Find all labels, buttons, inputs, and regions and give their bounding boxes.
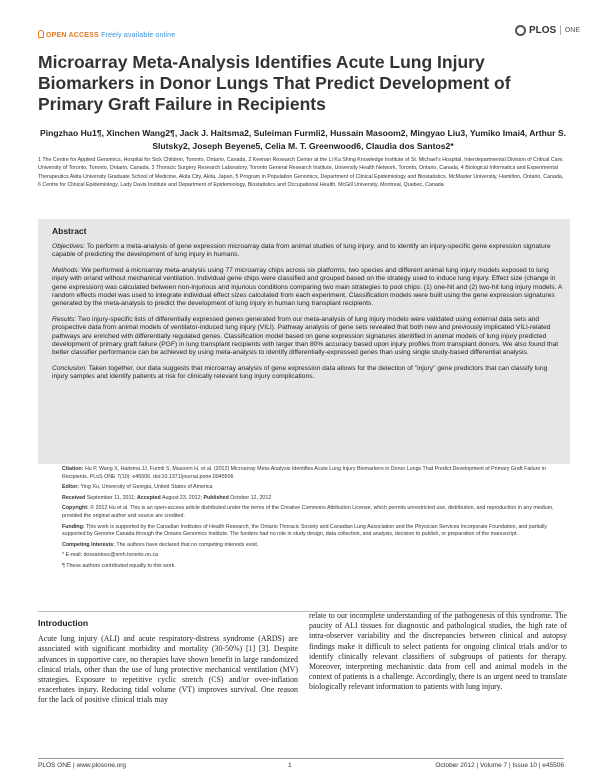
author-list: Pingzhao Hu1¶, Xinchen Wang2¶, Jack J. Haitsma2, Suleiman Furmli2, Hussain Masoom2, Mingyao Liu3, Yumiko Imai4, Arthur S. Slutsky2, Joseph Beyene5, Celia M. T. Greenwood6, Claudia dos Santos2*: [40, 128, 566, 151]
intro-right-column: [309, 611, 567, 693]
equal-contribution-note: ¶ These authors contributed equally to this work.: [62, 562, 176, 569]
article-title: Microarray Meta-Analysis Identifies Acute Lung Injury Biomarkers in Donor Lungs That Predict Development of Primary Graft Failure in Recipients: [38, 52, 511, 114]
abstract-results: Results: Two injury-specific lists of differentially expressed genes generated from our meta-analysis of lung injury models were validated using external data sets and prospective data from animal models of ventilator-induced lung injury (VILI). Pathway analysis of gene sets revealed that both new and previously implicated VILI-related pathways are enriched with differentially regulated genes. Classification model based on gene expression signatures identified in animal models of lung injury predicted development of primary graft failure (PGF) in lung transplant recipients with larger than 80% accuracy based upon injury profiles from transplant donors. We also found that better classifier performance can be achieved by using meta-analysis to identify differentially-expressed genes than using single study-based differential analysis.: [52, 315, 559, 357]
open-lock-icon: [38, 30, 44, 38]
footer-issue: October 2012 | Volume 7 | Issue 10 | e45506: [435, 762, 564, 769]
dates: Received September 11, 2011; Accepted August 23, 2012; Published October 12, 2012: [62, 494, 272, 501]
open-access-badge: OPEN ACCESS Freely available online: [38, 30, 175, 39]
plos-logo-icon: [515, 25, 526, 36]
footer-divider: [38, 758, 564, 759]
abstract-conclusion: Conclusion: Taken together, our data suggests that microarray analysis of gene expression data allows for the detection of "injury" gene predictors that can classify lung injury samples and identify patients at risk for clinically relevant lung injury complications.: [52, 364, 548, 381]
freely-available-label: Freely available online: [101, 32, 176, 39]
abstract-objectives: Objectives: To perform a meta-analysis of gene expression microarray data from animal studies of lung injury, and to identify an injury-specific gene expression signature capable of predicting the development of lung injury in humans.: [52, 243, 551, 259]
funding: Funding: This work is supported by the Canadian Institutes of Health Research, the Ontario Thoracic Society and Canadian Lung Association and the Physician Services Incorporate Foundation, and partially supported by Genome Canada through the Ontario Genomics Institute. The funders had no role in study design, data collection, and analysis, decision to publish, or preparation of the manuscript.: [62, 523, 548, 538]
abstract-heading: Abstract: [52, 226, 87, 236]
citation: Citation: Hu P, Wang X, Haitsma JJ, Furmli S, Masoom H, et al. (2012) Microarray Meta-Analysis Identifies Acute Lung Injury Biomarkers in Donor Lungs That Predict Development of Primary Graft Failure in Recipients. PLoS ONE 7(10): e45506. doi:10.1371/journal.pone.0045506: [62, 466, 546, 480]
journal-logo: PLOS | ONE: [515, 25, 580, 36]
intro-paragraph-left: Acute lung injury (ALI) and acute respiratory-distress syndrome (ARDS) are associated with significant morbidity and mortality (30-50%) [1] [3]. Despite advances in supportive care, no therapies have shown benefit in large randomized clinical trials, other than the use of lung protective mechanical ventilation (MV) strategies. Exposure to repetitive cyclic stretch (CS) and/or over-inflation exacerbates injury. Reducing tidal volume (VT) improves survival. One reason for the lack of positive clinical trials may: [38, 634, 298, 705]
page-number: 1: [288, 762, 292, 769]
intro-heading: Introduction: [38, 618, 89, 628]
affiliations: 1 The Centre for Applied Genomics, Hospital for Sick Children, Toronto, Ontario, Canada, 2 Keenan Research Center at the Li Ka Shing Knowledge Institute of St. Michael's Hospital, Interdepartmental Division of Critical Care, University of Toronto, Toronto, Ontario, Canada, 3 Thoracic Surgery Research Laboratory, Toronto General Research Institute, University Health Network, Toronto, Ontario, Canada, 4 Biological Informatics and Experimental Therapeutics Akita University Graduate School of Medicine, Akita City, Akita, Japan, 5 Program in Population Genomics, Department of Clinical Epidemiology and Biostatistics, McMaster University, Hamilton, Ontario, Canada, 6 Centre for Clinical Epidemiology, Lady Davis Institute and Department of Epidemiology, Biostatistics and Occupational Health, McGill University, Montreal, Quebec, Canada: [38, 157, 564, 189]
intro-left-column: [38, 618, 298, 706]
article-metadata: [62, 466, 562, 574]
corresponding-email[interactable]: * E-mail: dossantosc@smh.toronto.on.ca: [62, 552, 159, 559]
intro-paragraph-right: relate to our incomplete understanding of the pathogenesis of this syndrome. The paucity of ALI tissues for diagnostic and pathological studies, the high rate of intra-observer variability and the discrepancies between clinical and autopsy findings make it difficult to select patients for ongoing clinical trials and/or to identify clinically relevant classifiers of subgroups of patients for therapy. Moreover, interpreting mechanistic data from cell and animal models in the context of patients is a challenge. Accordingly, there is an urgent need to translate biologically relevant information to patients with lung injury.: [309, 611, 567, 692]
abstract-box: [38, 219, 570, 464]
editor: Editor: Ying Xu, University of Georgia, United States of America: [62, 484, 213, 491]
abstract-methods: Methods: We performed a microarray meta-analysis using 77 microarray chips across six platforms, two species and different animal lung injury models exposed to lung injury with or/and without mechanical ventilation. Individual gene chips were classified and grouped based on the strategy used to induce lung injury. Effect size (change in gene expression) was calculated between non-injurious and injurious conditions comparing two main strategies to pool chips: (1) one-hit and (2) two-hit lung injury models. A random effects model was used to integrate individual effect sizes calculated from each experiment. Classification models were built using the gene expression signatures generated by the meta-analysis to predict the development of lung injury in human lung transplant recipients.: [52, 266, 563, 308]
footer-journal[interactable]: PLOS ONE | www.plosone.org: [38, 762, 127, 769]
competing-interests: Competing Interests: The authors have declared that no competing interests exist.: [62, 541, 259, 548]
copyright: Copyright: © 2012 Hu et al. This is an open-access article distributed under the terms of the Creative Commons Attribution License, which permits unrestricted use, distribution, and reproduction in any medium, provided the original author and source are credited.: [62, 505, 554, 519]
